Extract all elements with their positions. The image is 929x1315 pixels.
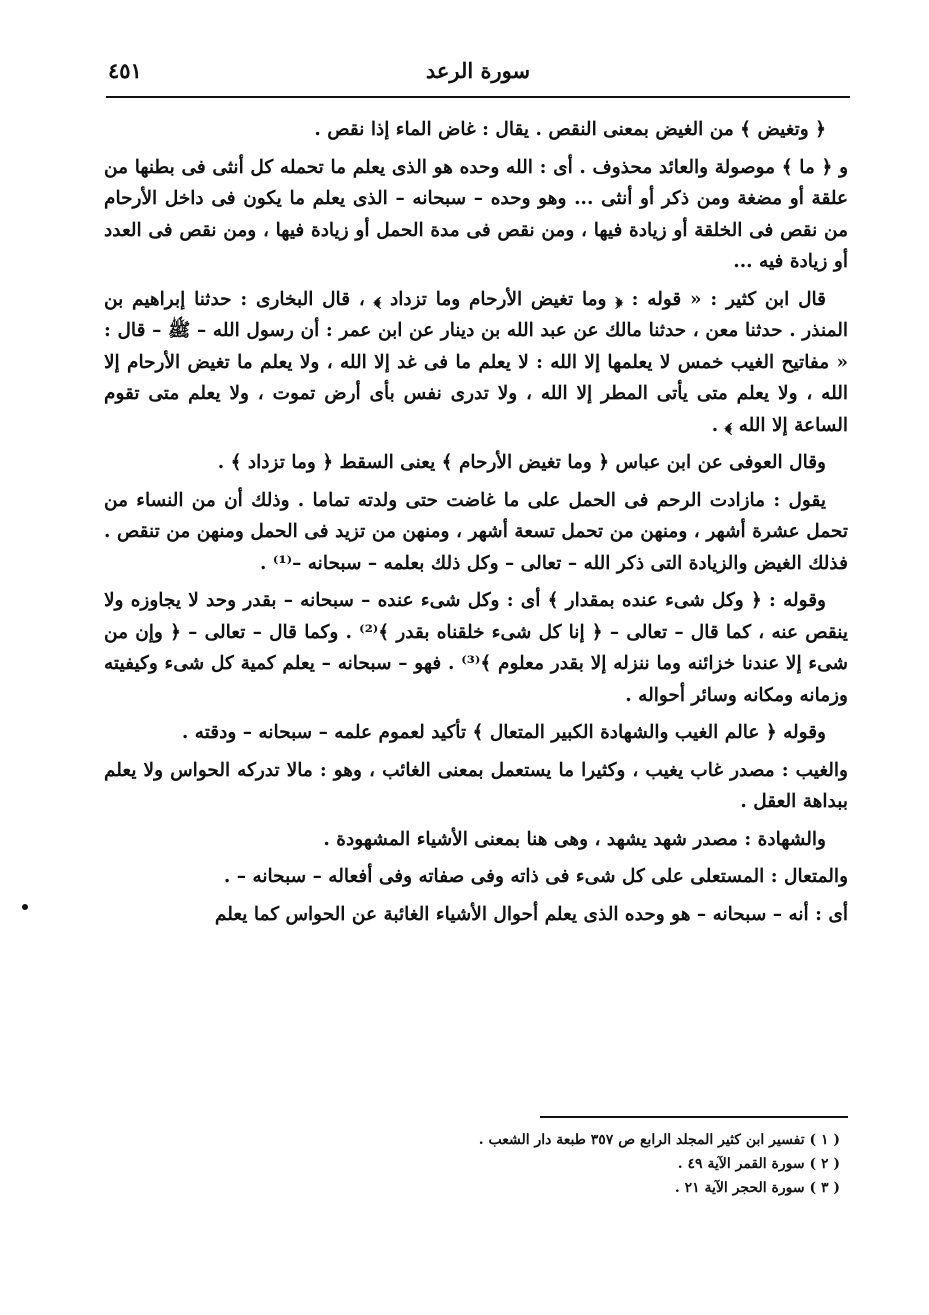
paragraph-10: والمتعال : المستعلى على كل شىء فى ذاته وفى صفاته وفى أفعاله – سبحانه – . <box>223 866 848 887</box>
surah-title: سورة الرعد <box>425 58 531 83</box>
page-number: ٤٥١ <box>108 58 142 83</box>
paragraph-9: والشهادة : مصدر شهد يشهد ، وهى هنا بمعنى الأشياء المشهودة . <box>323 828 826 850</box>
paragraph-8: والغيب : مصدر غاب يغيب ، وكثيرا ما يستعمل بمعنى الغائب ، وهو : مالا تدركه الحواس ولا يعلم ببداهة العقل . <box>104 759 848 812</box>
footnote-3: ( ٣ ) سورة الحجر الآية ٢١ . <box>674 1180 840 1196</box>
paragraph-6: وقوله : ﴿ وكل شىء عنده بمقدار ﴾ أى : وكل شىء عنده – سبحانه – بقدر وحد لا يجاوزه ولا ينقص عنه ، كما قال – تعالى – ﴿ إنا كل شىء خلقناه بقدر ﴾⁽²⁾ . وكما قال – تعالى – ﴿ وإن من شىء إلا عندنا خزائنه وما ننزله إلا بقدر معلوم ﴾⁽³⁾ . فهو – سبحانه – يعلم كمية كل شىء وكيفيته وزمانه ومكانه وسائر أحواله . <box>104 590 849 706</box>
footnote-1: ( ١ ) تفسير ابن كثير المجلد الرابع ص ٣٥٧ طبعة دار الشعب . <box>478 1132 840 1148</box>
footnote-rule <box>540 1116 848 1118</box>
header-rule <box>106 96 850 98</box>
footnotes <box>300 1128 840 1200</box>
paragraph-11: أى : أنه – سبحانه – هو وحده الذى يعلم أحوال الأشياء الغائبة عن الحواس كما يعلم <box>214 903 848 925</box>
page-header <box>108 54 848 94</box>
paragraph-4: وقال العوفى عن ابن عباس ﴿ وما تغيض الأرحام ﴾ يعنى السقط ﴿ وما تزداد ﴾ . <box>217 452 826 473</box>
margin-dot <box>22 904 28 910</box>
body-text <box>104 114 848 936</box>
paragraph-5: يقول : مازادت الرحم فى الحمل على ما غاضت حتى ولدته تماما . وذلك أن من النساء من تحمل عشرة أشهر ، ومنهن من تحمل تسعة أشهر ، ومنهن من تزيد فى الحمل ومنهن من تنقص . فذلك الغيض والزيادة التى ذكر الله – تعالى – وكل ذلك بعلمه – سبحانه –⁽¹⁾ . <box>104 489 848 574</box>
footnote-2: ( ٢ ) سورة القمر الآية ٤٩ . <box>677 1156 840 1172</box>
paragraph-3: قال ابن كثير : « قوله : ﴿ وما تغيض الأرحام وما تزداد ﴾ ، قال البخارى : حدثنا إبراهيم بن المنذر . حدثنا معن ، حدثنا مالك عن عبد الله بن دينار عن ابن عمر : أن رسول الله – ﷺ – قال : « مفاتيح الغيب خمس لا يعلمها إلا الله : لا يعلم ما فى غد إلا الله ، ولا يعلم ما تغيض الأرحام إلا الله ، ولا يعلم متى يأتى المطر إلا الله ، ولا تدرى نفس بأى أرض تموت ، ولا يعلم متى تقوم الساعة إلا الله ﴾ . <box>104 288 849 436</box>
paragraph-1: ﴿ وتغيض ﴾ من الغيض بمعنى النقص . يقال : غاض الماء إذا نقص . <box>314 119 826 140</box>
paragraph-7: وقوله ﴿ عالم الغيب والشهادة الكبير المتعال ﴾ تأكيد لعموم علمه – سبحانه – ودقته . <box>181 722 826 743</box>
paragraph-2: و ﴿ ما ﴾ موصولة والعائد محذوف . أى : الله وحده هو الذى يعلم ما تحمله كل أنثى فى بطنها من علقة أو مضغة ومن ذكر أو أنثى ... وهو وحده – سبحانه – الذى يعلم ما يكون فى داخل الأرحام من نقص فى الخلقة أو زيادة فيها ، ومن نقص فى مدة الحمل أو زيادة فيها ، ومن نقص فى العدد أو زيادة فيه ... <box>104 156 848 272</box>
